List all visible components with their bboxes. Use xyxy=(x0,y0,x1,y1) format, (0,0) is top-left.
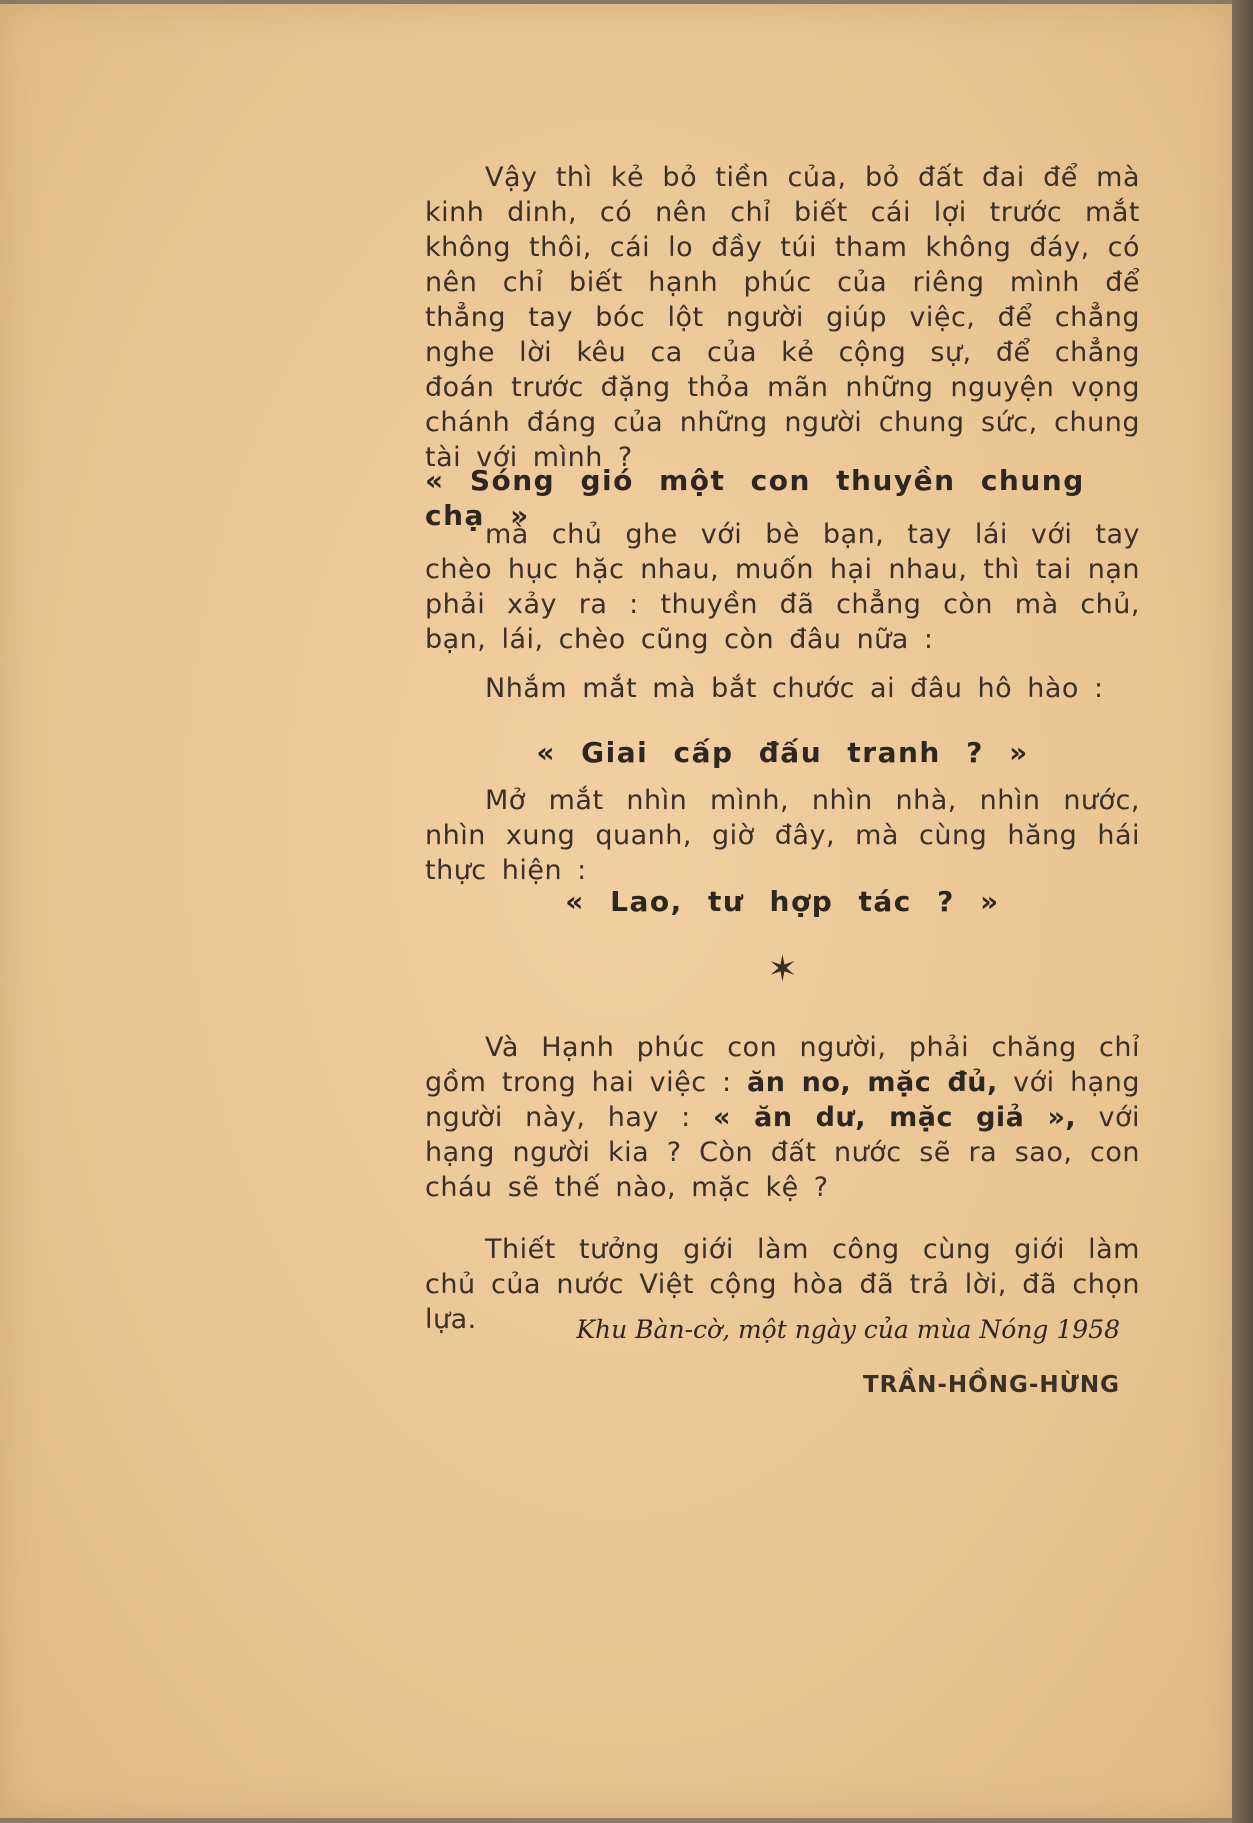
author-name: TRẦN-HỒNG-HỪNG xyxy=(862,1372,1120,1398)
author-block xyxy=(425,1368,1140,1403)
paragraph-5-e: với hạng người kia ? Còn đất nước sẽ ra sao, con cháu sẽ thế nào, mặc kệ ? xyxy=(425,1102,1140,1203)
quote-2-block xyxy=(425,735,1140,770)
paragraph-5-block xyxy=(425,1030,1140,1205)
paragraph-5-bold-1: ăn no, mặc đủ, xyxy=(747,1067,998,1098)
page-edge xyxy=(1232,0,1253,1823)
paragraph-2-block xyxy=(425,517,1140,657)
paragraph-4-block xyxy=(425,783,1140,888)
star-ornament-icon: ✶ xyxy=(767,949,798,990)
paragraph-3-block xyxy=(425,671,1140,706)
paragraph-1-block xyxy=(425,160,1140,475)
paragraph-5-c: với hạng người này, hay : xyxy=(425,1067,1140,1133)
paragraph-2: mà chủ ghe với bè bạn, tay lái với tay chèo hục hặc nhau, muốn hại nhau, thì tai nạn phải xảy ra : thuyền đã chẳng còn mà chủ, bạn, lái, chèo cũng còn đâu nữa : xyxy=(425,519,1140,655)
star-block xyxy=(425,949,1140,990)
quote-3: « Lao, tư hợp tác ? » xyxy=(565,885,1000,918)
paragraph-5 xyxy=(425,1030,1140,1205)
paragraph-4: Mở mắt nhìn mình, nhìn nhà, nhìn nước, nhìn xung quanh, giờ đây, mà cùng hăng hái thực hiện : xyxy=(425,785,1140,886)
paragraph-1: Vậy thì kẻ bỏ tiền của, bỏ đất đai để mà kinh dinh, có nên chỉ biết cái lợi trước mắt không thôi, cái lo đầy túi tham không đáy, có nên chỉ biết hạnh phúc của riêng mình để thẳng tay bóc lột người giúp việc, để chẳng nghe lời kêu ca của kẻ cộng sự, để chẳng đoán trước đặng thỏa mãn những nguyện vọng chánh đáng của những người chung sức, chung tài với mình ? xyxy=(425,162,1140,473)
quote-2: « Giai cấp đấu tranh ? » xyxy=(536,736,1029,769)
paragraph-6: Thiết tưởng giới làm công cùng giới làm chủ của nước Việt cộng hòa đã trả lời, đã chọn lựa. xyxy=(425,1234,1140,1335)
dateline: Khu Bàn-cờ, một ngày của mùa Nóng 1958 xyxy=(576,1315,1120,1344)
paragraph-3: Nhắm mắt mà bắt chước ai đâu hô hào : xyxy=(485,673,1104,704)
quote-1: « Sóng gió một con thuyền chung chạ » xyxy=(425,464,1085,532)
paragraph-5-a: Và Hạnh phúc con người, phải chăng chỉ gồm trong hai việc : xyxy=(425,1032,1140,1098)
dateline-block xyxy=(425,1312,1140,1347)
paragraph-5-bold-2: « ăn dư, mặc giả », xyxy=(713,1102,1077,1133)
quote-3-block xyxy=(425,884,1140,919)
